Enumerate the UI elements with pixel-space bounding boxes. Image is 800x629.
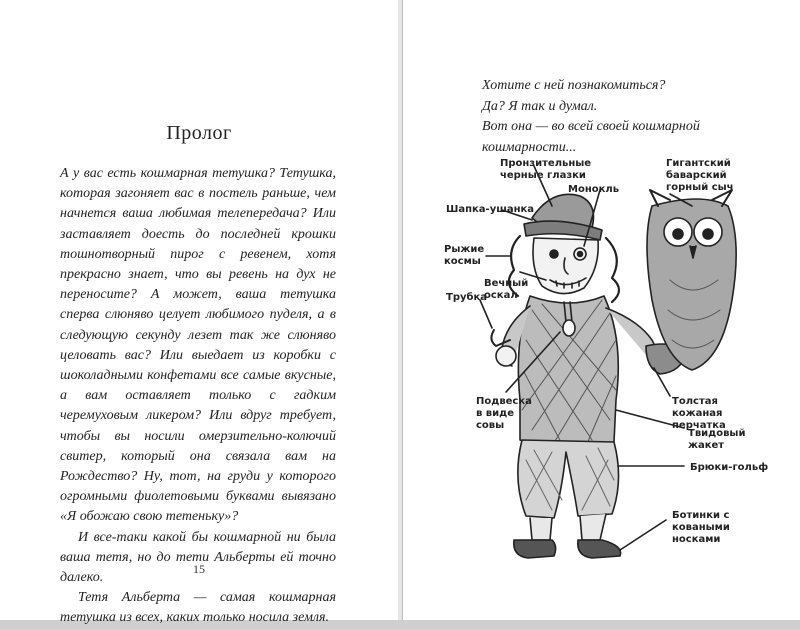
left-boot — [514, 540, 556, 558]
line-2: Да? Я так и думал. — [482, 98, 598, 114]
prologue-text — [60, 164, 336, 629]
leader-boots — [620, 520, 666, 550]
label-trousers: Брюки-гольф — [690, 462, 769, 473]
label-glove: Толстая кожаная перчатка — [672, 396, 726, 431]
paragraph-2: И все-таки какой бы кошмарной ни была ваша тетя, но до тети Альберты ей точно далеко. — [60, 529, 336, 586]
label-monocle: Монокль — [568, 184, 620, 195]
golf-trousers — [518, 440, 619, 518]
label-hat: Шапка-ушанка — [446, 204, 535, 215]
line-1: Хотите с ней познакомиться? — [482, 78, 666, 93]
label-eyes: Пронзительные черные глазки — [500, 158, 592, 181]
jacket-shape — [518, 296, 618, 449]
owl-pendant-shape — [563, 320, 575, 336]
left-eye — [550, 250, 558, 258]
label-owl: Гигантский баварский горный сыч — [666, 158, 734, 193]
paragraph-1: А у вас есть кошмарная тетушка? Тетушка, которая загоняет вас в постель раньше, чем начнется ваша любимая телепередача? Или заставляет доесть до последней крошки тошнотворный пирог с ревенем, хотя прекрасно знает, что вы ревень на дух не переносите? А может, ваша тетушка сперва слюняво целует любимого пуделя, а в следующую секунду лезет так же слюняво целовать вас? Или выедает из коробки с шоколадными конфетами все самые вкусные, а вам оставляет только с гадким черемуховым ликером? Или вдруг требует, чтобы вы носили омерзительно-колючий свитер, который она связала вам на Рождество? Ну, тот, на груди у которого огромными фиолетовыми буквами вывязано «Я обожаю свою тетеньку»? — [60, 166, 336, 525]
chapter-title: Пролог — [166, 122, 232, 144]
paragraph-3: Тетя Альберта — самая кошмарная тетушка из всех, каких только носила земля. — [60, 590, 336, 626]
line-3: Вот она — во всей своей кошмарной кошмарности... — [482, 119, 700, 155]
right-boot — [578, 540, 621, 558]
leader-pipe — [480, 300, 492, 328]
page-number: 15 — [193, 562, 205, 576]
label-grin: Вечный оскал — [484, 278, 529, 301]
label-boots: Ботинки с коваными носками — [672, 510, 730, 545]
label-pipe: Трубка — [446, 292, 488, 303]
label-pendant: Подвеска в виде совы — [476, 396, 532, 431]
label-jacket: Твидовый жакет — [688, 428, 746, 451]
label-hair: Рыжие космы — [444, 244, 485, 267]
right-eye — [578, 252, 583, 257]
left-hand — [496, 346, 516, 366]
